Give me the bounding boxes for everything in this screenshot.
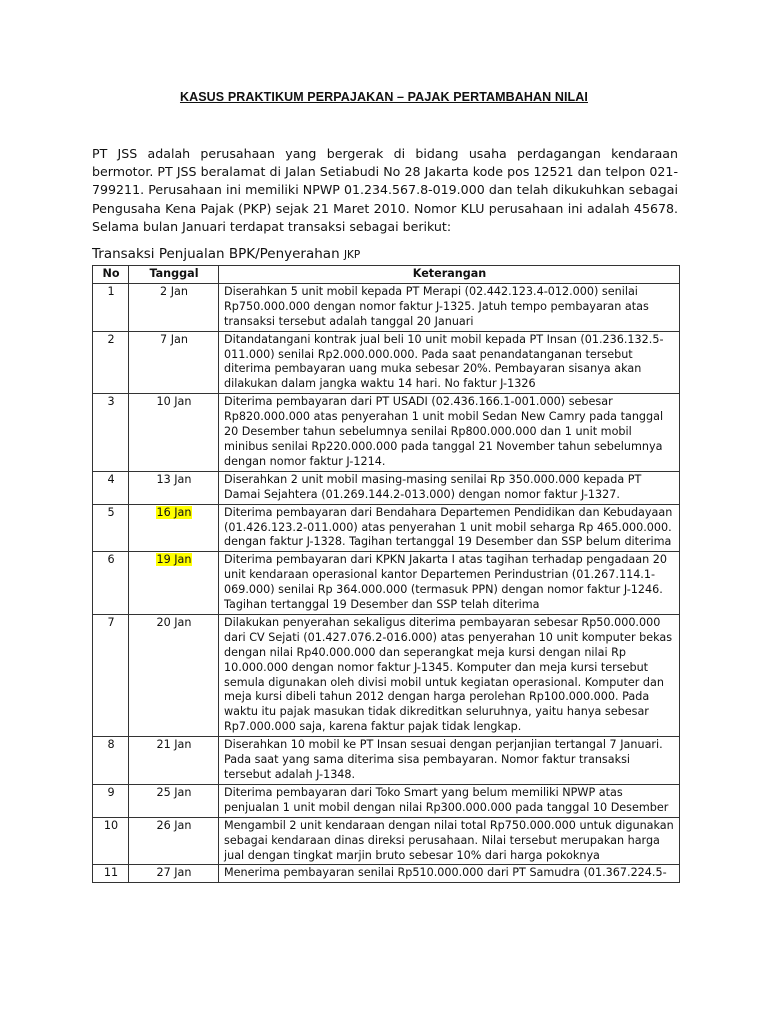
table-row xyxy=(93,394,680,472)
row-number: 8 xyxy=(93,737,129,785)
row-date: 16 Jan xyxy=(156,505,192,519)
row-number: 9 xyxy=(93,784,129,817)
header-no: No xyxy=(93,266,129,284)
row-description: Ditandatangani kontrak jual beli 10 unit mobil kepada PT Insan (01.236.132.5-011.000) senilai Rp2.000.000.000. Pada saat penandatanganan tersebut diterima pembayaran uang muka sebesar 20%. Pembayaran sisanya akan dilakukan dalam jangka waktu 14 hari. No faktur J-1326 xyxy=(219,331,680,394)
row-description: Diserahkan 10 mobil ke PT Insan sesuai dengan perjanjian tertangal 7 Januari. Pada saat yang sama diterima sisa pembayaran. Nomor faktur transaksi tersebut adalah J-1348. xyxy=(219,737,680,785)
row-date: 27 Jan xyxy=(156,866,192,880)
row-description: Diserahkan 2 unit mobil masing-masing senilai Rp 350.000.000 kepada PT Damai Sejahtera (01.269.144.2-013.000) dengan nomor faktur J-1327. xyxy=(219,471,680,504)
row-description: Diterima pembayaran dari KPKN Jakarta I atas tagihan terhadap pengadaan 20 unit kendaraan operasional kantor Departemen Perindustrian (01.267.114.1-069.000) senilai Rp 364.000.000 (termasuk PPN) dengan nomor faktur J-1246. Tagihan tertanggal 19 Desember dan SSP telah diterima xyxy=(219,552,680,615)
row-description: Menerima pembayaran senilai Rp510.000.000 dari PT Samudra (01.367.224.5- xyxy=(219,865,680,883)
document-title: KASUS PRAKTIKUM PERPAJAKAN – PAJAK PERTAMBAHAN NILAI xyxy=(179,90,588,104)
table-row xyxy=(93,504,680,552)
table-header-row xyxy=(93,266,680,284)
table-row xyxy=(93,283,680,331)
row-date-cell xyxy=(129,817,219,865)
row-date-cell xyxy=(129,394,219,472)
table-body xyxy=(93,283,680,882)
row-number: 3 xyxy=(93,394,129,472)
row-date: 20 Jan xyxy=(156,615,192,629)
section-heading-suffix: JKP xyxy=(343,249,361,261)
row-number: 1 xyxy=(93,283,129,331)
row-description: Dilakukan penyerahan sekaligus diterima pembayaran sebesar Rp50.000.000 dari CV Sejati (01.427.076.2-016.000) atas penyerahan 10 unit komputer bekas dengan nilai Rp40.000.000 dan seperangkat meja kursi dengan nilai Rp 10.000.000 dengan nomor faktur J-1345. Komputer dan meja kursi tersebut semula digunakan oleh divisi mobil untuk kegiatan operasional. Komputer dan meja kursi dibeli tahun 2012 dengan harga perolehan Rp100.000.000. Pada waktu itu pajak masukan tidak dikreditkan seluruhnya, yaitu hanya sebesar Rp7.000.000 saja, karena faktur pajak tidak lengkap. xyxy=(219,614,680,736)
table-row xyxy=(93,331,680,394)
row-description: Diterima pembayaran dari Toko Smart yang belum memiliki NPWP atas penjualan 1 unit mobil dengan nilai Rp300.000.000 pada tanggal 10 Desember xyxy=(219,784,680,817)
row-date: 21 Jan xyxy=(156,738,192,752)
row-date-cell xyxy=(129,471,219,504)
header-description: Keterangan xyxy=(219,266,680,284)
row-number: 10 xyxy=(93,817,129,865)
row-date-cell xyxy=(129,865,219,883)
row-date: 13 Jan xyxy=(156,472,192,486)
table-row xyxy=(93,471,680,504)
row-date-cell xyxy=(129,504,219,552)
row-description: Diterima pembayaran dari Bendahara Departemen Pendidikan dan Kebudayaan (01.426.123.2-011.000) atas penyerahan 1 unit mobil seharga Rp 465.000.000. dengan faktur J-1328. Tagihan tertanggal 19 Desember dan SSP belum diterima xyxy=(219,504,680,552)
row-date: 26 Jan xyxy=(156,818,192,832)
table-row xyxy=(93,614,680,736)
row-number: 11 xyxy=(93,865,129,883)
row-date: 7 Jan xyxy=(160,332,188,346)
row-date-cell xyxy=(129,614,219,736)
row-number: 4 xyxy=(93,471,129,504)
row-number: 7 xyxy=(93,614,129,736)
section-heading-text: Transaksi Penjualan BPK/Penyerahan xyxy=(92,246,340,262)
row-date-cell xyxy=(129,737,219,785)
row-number: 2 xyxy=(93,331,129,394)
section-heading xyxy=(92,246,360,262)
row-date: 2 Jan xyxy=(160,284,188,298)
row-date: 25 Jan xyxy=(156,785,192,799)
row-number: 6 xyxy=(93,552,129,615)
table-row xyxy=(93,817,680,865)
row-date: 10 Jan xyxy=(156,395,192,409)
table-row xyxy=(93,784,680,817)
transactions-table xyxy=(92,265,680,883)
row-date-cell xyxy=(129,331,219,394)
intro-paragraph: PT JSS adalah perusahaan yang bergerak di bidang usaha perdagangan kendaraan bermotor. PT JSS beralamat di Jalan Setiabudi No 28 Jakarta kode pos 12521 dan telpon 021-799211. Perusahaan ini memiliki NPWP 01.234.567.8-019.000 dan telah dikukuhkan sebagai Pengusaha Kena Pajak (PKP) sejak 21 Maret 2010. Nomor KLU perusahaan ini adalah 45678. Selama bulan Januari terdapat transaksi sebagai berikut: xyxy=(92,146,678,234)
row-description: Diserahkan 5 unit mobil kepada PT Merapi (02.442.123.4-012.000) senilai Rp750.000.000 dengan nomor faktur J-1325. Jatuh tempo pembayaran atas transaksi tersebut adalah tanggal 20 Januari xyxy=(219,283,680,331)
table-row xyxy=(93,737,680,785)
header-date: Tanggal xyxy=(129,266,219,284)
row-date-cell xyxy=(129,552,219,615)
table-row xyxy=(93,865,680,883)
row-date: 19 Jan xyxy=(156,553,192,567)
row-date-cell xyxy=(129,784,219,817)
row-description: Diterima pembayaran dari PT USADI (02.436.166.1-001.000) sebesar Rp820.000.000 atas penyerahan 1 unit mobil Sedan New Camry pada tanggal 20 Desember tahun sebelumnya senilai Rp800.000.000 dan 1 unit mobil minibus senilai Rp220.000.000 pada tanggal 21 November tahun sebelumnya dengan nomor faktur J-1214. xyxy=(219,394,680,472)
table-row xyxy=(93,552,680,615)
row-description: Mengambil 2 unit kendaraan dengan nilai total Rp750.000.000 untuk digunakan sebagai kendaraan dinas direksi perusahaan. Nilai tersebut merupakan harga jual dengan tingkat marjin bruto sebesar 10% dari harga pokoknya xyxy=(219,817,680,865)
row-date-cell xyxy=(129,283,219,331)
row-number: 5 xyxy=(93,504,129,552)
